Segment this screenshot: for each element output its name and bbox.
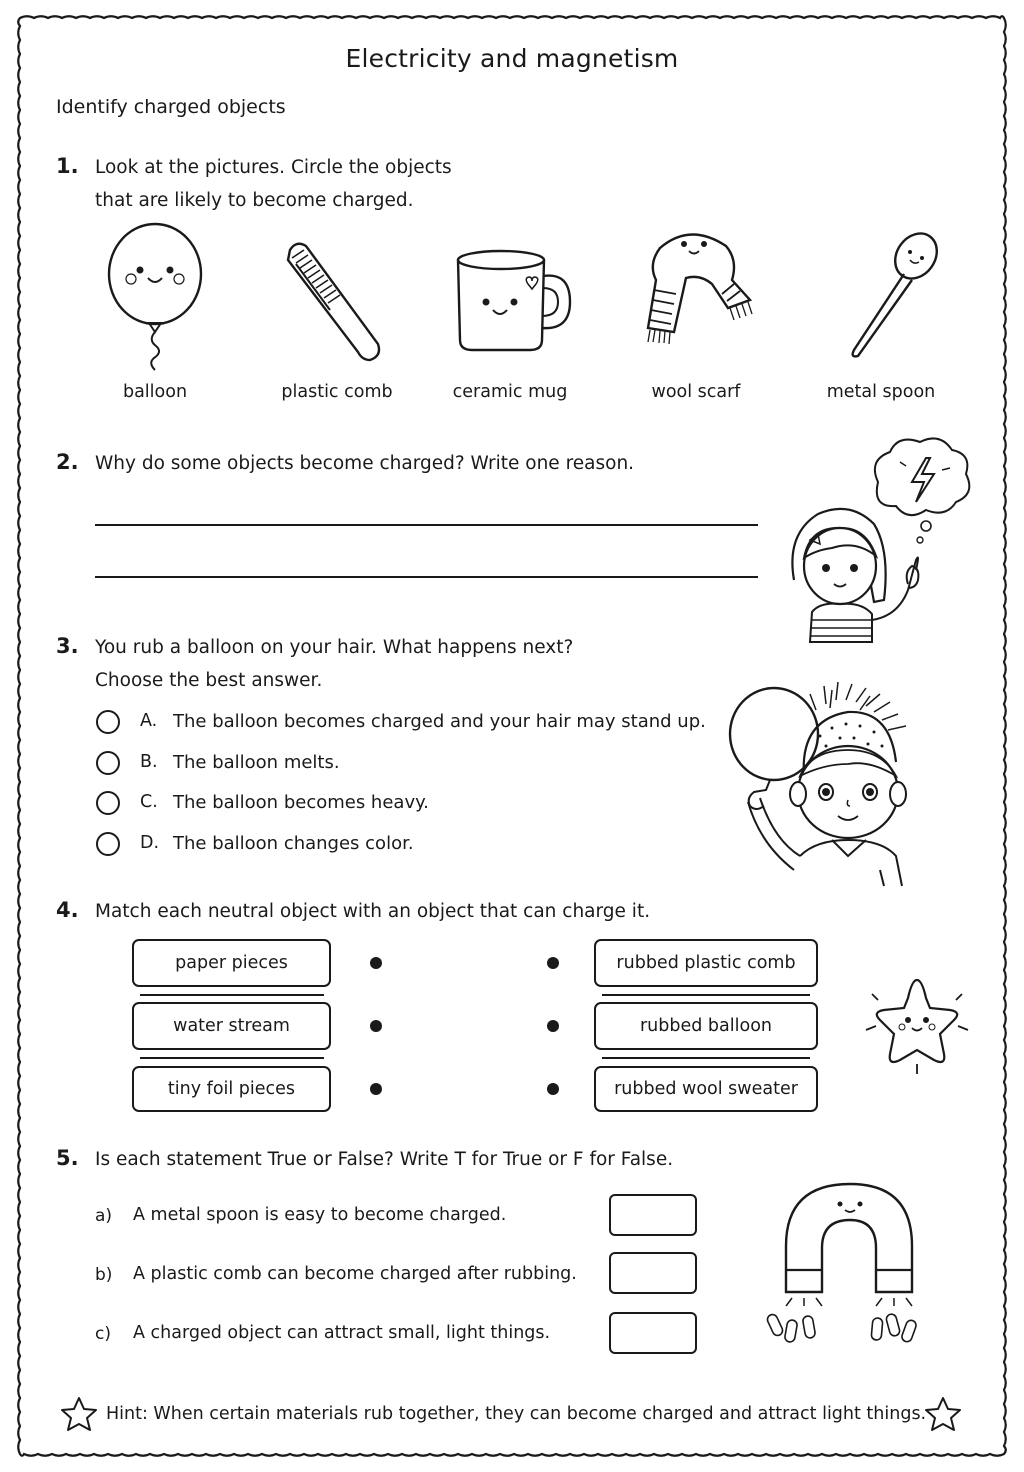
answer-box-a[interactable] <box>609 1194 697 1236</box>
option-c-radio[interactable] <box>96 791 120 815</box>
statement-b-letter: b) <box>95 1265 113 1285</box>
q1-line1: Look at the pictures. Circle the objects <box>95 157 452 178</box>
star-outline-icon <box>924 1396 962 1432</box>
option-a-text: The balloon becomes charged and your hair may stand up. <box>173 711 706 732</box>
statement-c-text: A charged object can attract small, light things. <box>133 1323 551 1343</box>
option-d-letter: D. <box>140 833 160 853</box>
match-dot-right-3[interactable] <box>547 1083 559 1095</box>
star-icon <box>862 972 972 1076</box>
option-a-radio[interactable] <box>96 710 120 734</box>
answer-line-2[interactable] <box>95 576 758 578</box>
spoon-icon[interactable] <box>840 228 950 364</box>
match-left-paper-pieces[interactable]: paper pieces <box>132 939 331 987</box>
q2-number: 2. <box>56 450 79 474</box>
answer-box-c[interactable] <box>609 1312 697 1354</box>
statement-a-text: A metal spoon is easy to become charged. <box>133 1205 507 1225</box>
answer-box-b[interactable] <box>609 1252 697 1294</box>
q4-text: Match each neutral object with an object that can charge it. <box>95 901 651 922</box>
option-a-letter: A. <box>140 711 158 731</box>
magnet-icon <box>756 1174 940 1354</box>
q1-line2: that are likely to become charged. <box>95 190 414 211</box>
match-divider <box>602 994 810 996</box>
q1-label-scarf: wool scarf <box>651 382 741 402</box>
match-dot-right-1[interactable] <box>547 957 559 969</box>
q5-number: 5. <box>56 1146 79 1170</box>
option-c-text: The balloon becomes heavy. <box>173 792 429 813</box>
option-d-radio[interactable] <box>96 832 120 856</box>
match-left-tiny-foil-pieces[interactable]: tiny foil pieces <box>132 1066 331 1112</box>
q4-number: 4. <box>56 898 79 922</box>
q5-text: Is each statement True or False? Write T for True or F for False. <box>95 1149 674 1170</box>
statement-b-text: A plastic comb can become charged after rubbing. <box>133 1264 577 1284</box>
q3-line2: Choose the best answer. <box>95 670 323 691</box>
q1-number: 1. <box>56 154 79 178</box>
answer-line-1[interactable] <box>95 524 758 526</box>
balloon-icon[interactable] <box>100 222 210 372</box>
q1-label-spoon: metal spoon <box>826 382 936 402</box>
q1-label-mug: ceramic mug <box>452 382 568 402</box>
boy-balloon-icon <box>720 680 930 890</box>
comb-icon[interactable] <box>282 236 392 366</box>
match-divider <box>602 1057 810 1059</box>
mug-icon[interactable] <box>450 246 580 356</box>
page-subtitle: Identify charged objects <box>56 96 286 118</box>
star-outline-icon <box>60 1396 98 1432</box>
q3-line1: You rub a balloon on your hair. What happens next? <box>95 637 574 658</box>
match-dot-left-2[interactable] <box>370 1020 382 1032</box>
statement-c-letter: c) <box>95 1324 111 1344</box>
match-dot-left-1[interactable] <box>370 957 382 969</box>
match-dot-left-3[interactable] <box>370 1083 382 1095</box>
match-dot-right-2[interactable] <box>547 1020 559 1032</box>
page-title: Electricity and magnetism <box>345 44 679 73</box>
scarf-icon[interactable] <box>630 224 760 364</box>
option-b-letter: B. <box>140 752 158 772</box>
option-b-radio[interactable] <box>96 751 120 775</box>
match-divider <box>140 994 324 996</box>
match-right-rubbed-wool-sweater[interactable]: rubbed wool sweater <box>594 1066 818 1112</box>
hint-text: Hint: When certain materials rub together, they can become charged and attract light things. <box>106 1404 927 1424</box>
q2-text: Why do some objects become charged? Write one reason. <box>95 453 635 474</box>
girl-thinking-icon <box>780 430 980 645</box>
match-right-rubbed-plastic-comb[interactable]: rubbed plastic comb <box>594 939 818 987</box>
option-c-letter: C. <box>140 792 158 812</box>
match-divider <box>140 1057 324 1059</box>
q3-number: 3. <box>56 634 79 658</box>
match-right-rubbed-balloon[interactable]: rubbed balloon <box>594 1002 818 1050</box>
option-d-text: The balloon changes color. <box>173 833 414 854</box>
statement-a-letter: a) <box>95 1206 113 1226</box>
q1-label-balloon: balloon <box>122 382 188 402</box>
q1-label-comb: plastic comb <box>281 382 393 402</box>
option-b-text: The balloon melts. <box>173 752 340 773</box>
match-left-water-stream[interactable]: water stream <box>132 1002 331 1050</box>
